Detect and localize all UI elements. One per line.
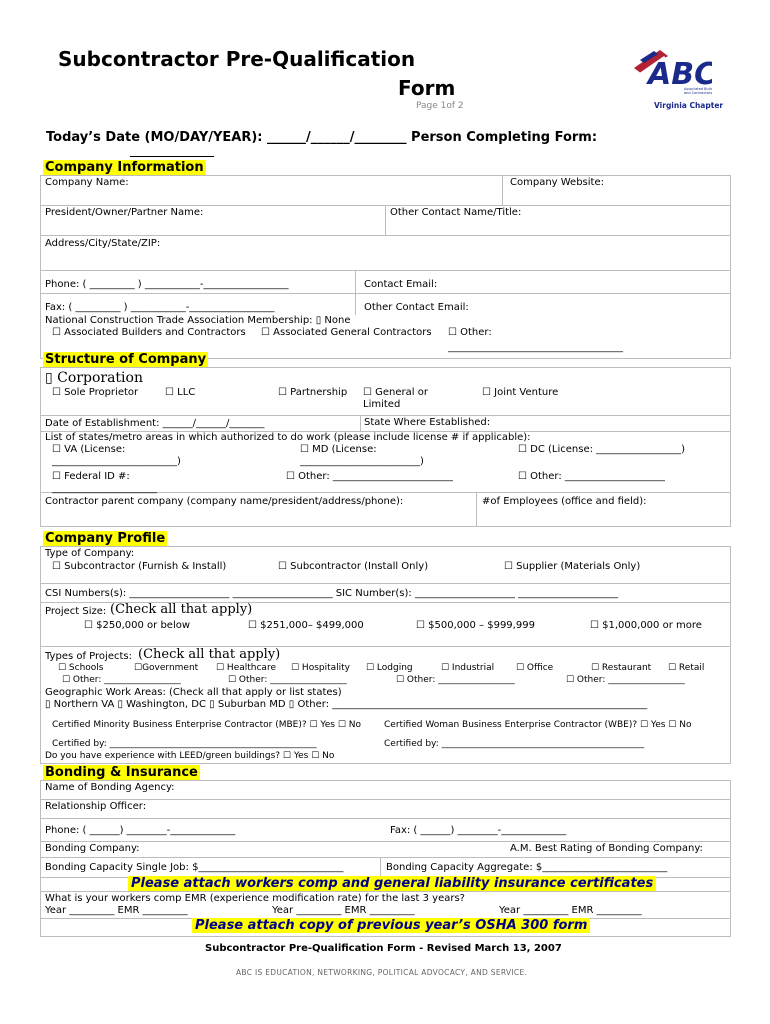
checkbox-project-other-4[interactable]: ☐ Other: _________________: [566, 675, 685, 685]
federal-id-line[interactable]: _____________________: [52, 483, 157, 494]
checkbox-office[interactable]: ☐ Office: [516, 663, 554, 673]
relationship-officer-field[interactable]: Relationship Officer:: [45, 801, 147, 812]
checkbox-sole[interactable]: ☐ Sole Proprietor: [52, 387, 139, 398]
checkbox-md[interactable]: ☐ MD (License:: [300, 444, 377, 455]
osha-notice: Please attach copy of previous year’s OSHA 300 form: [192, 918, 590, 933]
limited-label: Limited: [363, 399, 401, 410]
checkbox-dc[interactable]: ☐ DC (License: _________________): [518, 444, 686, 455]
checkbox-size-4[interactable]: ☐ $1,000,000 or more: [590, 620, 702, 631]
checkbox-corporation[interactable]: ▯ Corporation: [45, 370, 143, 386]
states-list-label: List of states/metro areas in which authorized to do work (please include license # if applicable):: [45, 432, 531, 443]
checkbox-other-assoc[interactable]: ☐ Other:: [448, 327, 492, 338]
checkbox-partnership[interactable]: ☐ Partnership: [278, 387, 348, 398]
contact-email-field[interactable]: Contact Email:: [364, 279, 438, 290]
va-license-line[interactable]: _________________________): [52, 456, 181, 467]
company-name-field[interactable]: Company Name:: [45, 177, 129, 188]
checkbox-other-license-2[interactable]: ☐ Other: ____________________: [518, 471, 665, 482]
page-number: Page 1of 2: [416, 101, 464, 111]
bonding-company-field[interactable]: Bonding Company:: [45, 843, 140, 854]
checkbox-size-2[interactable]: ☐ $251,000– $499,000: [248, 620, 364, 631]
form-title-line2: Form: [398, 76, 456, 100]
emr-year-2[interactable]: Year _________ EMR _________: [272, 905, 415, 916]
checkbox-size-3[interactable]: ☐ $500,000 – $999,999: [416, 620, 535, 631]
company-website-field[interactable]: Company Website:: [510, 177, 604, 188]
abc-logo: [630, 46, 712, 106]
checkbox-government[interactable]: ☐Government: [134, 663, 199, 673]
svg-text:and Contractors, Inc.: and Contractors,: [684, 91, 712, 95]
svg-text:Associated Builders: Associated Buil: [684, 87, 711, 91]
bonding-single-job-field[interactable]: Bonding Capacity Single Job: $_____________________________: [45, 862, 344, 873]
checkbox-agc[interactable]: ☐ Associated General Contractors: [261, 327, 432, 338]
checkbox-industrial[interactable]: ☐ Industrial: [441, 663, 495, 673]
parent-company-field[interactable]: Contractor parent company (company name/president/address/phone):: [45, 496, 404, 507]
footer-tagline: ABC IS EDUCATION, NETWORKING, POLITICAL ADVOCACY, AND SERVICE.: [236, 968, 528, 977]
phone-field[interactable]: Phone: ( _________ ) ___________-_________________: [45, 279, 289, 290]
geo-options[interactable]: ▯ Northern VA ▯ Washington, DC ▯ Suburban MD ▯ Other: _______________________________________________________________: [45, 699, 648, 710]
date-est-field[interactable]: Date of Establishment: ______/______/_______: [45, 418, 265, 429]
membership-label[interactable]: National Construction Trade Association Membership: ▯ None: [45, 315, 351, 326]
bonding-fax-field[interactable]: Fax: ( ______) ________-_____________: [390, 825, 567, 836]
type-of-company-label: Type of Company:: [45, 548, 135, 559]
types-of-projects-label: Types of Projects:: [45, 651, 132, 662]
wbe-question[interactable]: Certified Woman Business Enterprise Contractor (WBE)? ☐ Yes ☐ No: [384, 720, 692, 730]
fax-field[interactable]: Fax: ( _________ ) ___________-_________________: [45, 302, 275, 313]
checkbox-va[interactable]: ☐ VA (License:: [52, 444, 126, 455]
checkbox-llc[interactable]: ☐ LLC: [165, 387, 196, 398]
wbe-certified-by[interactable]: Certified by: _____________________________________________: [384, 739, 645, 749]
chapter-label: Virginia Chapter: [654, 101, 724, 110]
insurance-certificates-notice: Please attach workers comp and general liability insurance certificates: [128, 876, 656, 891]
section-bonding: Bonding & Insurance: [45, 765, 198, 780]
other-contact-field[interactable]: Other Contact Name/Title:: [390, 207, 522, 218]
checkbox-joint[interactable]: ☐ Joint Venture: [482, 387, 559, 398]
project-size-label: Project Size:: [45, 606, 107, 617]
bonding-aggregate-field[interactable]: Bonding Capacity Aggregate: $_________________________: [386, 862, 668, 873]
check-all-note: (Check all that apply): [110, 602, 253, 617]
emr-question: What is your workers comp EMR (experience modification rate) for the last 3 years?: [45, 893, 465, 904]
checkbox-hospitality[interactable]: ☐ Hospitality: [291, 663, 351, 673]
address-field[interactable]: Address/City/State/ZIP:: [45, 238, 161, 249]
checkbox-other-license-1[interactable]: ☐ Other: ________________________: [286, 471, 453, 482]
checkbox-retail[interactable]: ☐ Retail: [668, 663, 705, 673]
form-title-line1: Subcontractor Pre-Qualification: [58, 47, 416, 71]
checkbox-sub-furnish[interactable]: ☐ Subcontractor (Furnish & Install): [52, 561, 227, 572]
checkbox-abc[interactable]: ☐ Associated Builders and Contractors: [52, 327, 246, 338]
md-license-line[interactable]: ________________________): [300, 456, 424, 467]
section-company-information: Company Information: [45, 160, 204, 175]
check-all-note-2: (Check all that apply): [138, 647, 281, 662]
am-best-rating-field[interactable]: A.M. Best Rating of Bonding Company:: [510, 843, 703, 854]
bonding-agency-field[interactable]: Name of Bonding Agency:: [45, 782, 175, 793]
section-company-profile: Company Profile: [45, 531, 166, 546]
csi-sic-field[interactable]: CSI Numbers(s): ____________________ ____________________ SIC Number(s): ____________________ ____________________: [45, 588, 619, 599]
checkbox-project-other-1[interactable]: ☐ Other: _________________: [62, 675, 181, 685]
checkbox-size-1[interactable]: ☐ $250,000 or below: [84, 620, 191, 631]
checkbox-supplier[interactable]: ☐ Supplier (Materials Only): [504, 561, 641, 572]
state-est-field[interactable]: State Where Established:: [364, 417, 491, 428]
employees-field[interactable]: #of Employees (office and field):: [482, 496, 647, 507]
checkbox-project-other-2[interactable]: ☐ Other: _________________: [228, 675, 347, 685]
emr-year-3[interactable]: Year _________ EMR _________: [499, 905, 642, 916]
checkbox-healthcare[interactable]: ☐ Healthcare: [216, 663, 276, 673]
checkbox-sub-install[interactable]: ☐ Subcontractor (Install Only): [278, 561, 429, 572]
emr-year-1[interactable]: Year _________ EMR _________: [45, 905, 188, 916]
mbe-certified-by[interactable]: Certified by: ______________________________________________: [52, 739, 317, 749]
leed-question[interactable]: Do you have experience with LEED/green buildings? ☐ Yes ☐ No: [45, 751, 335, 761]
geo-label: Geographic Work Areas: (Check all that apply or list states): [45, 687, 342, 698]
section-structure: Structure of Company: [45, 352, 207, 367]
date-line[interactable]: Today’s Date (MO/DAY/YEAR): ______/______/________ Person Completing Form:: [46, 130, 598, 145]
checkbox-project-other-3[interactable]: ☐ Other: _________________: [396, 675, 515, 685]
other-email-field[interactable]: Other Contact Email:: [364, 302, 469, 313]
bonding-phone-field[interactable]: Phone: ( ______) ________-_____________: [45, 825, 236, 836]
mbe-question[interactable]: Certified Minority Business Enterprise Contractor (MBE)? ☐ Yes ☐ No: [52, 720, 361, 730]
checkbox-restaurant[interactable]: ☐ Restaurant: [591, 663, 652, 673]
checkbox-federal[interactable]: ☐ Federal ID #:: [52, 471, 130, 482]
checkbox-general[interactable]: ☐ General or: [363, 387, 428, 398]
other-assoc-line[interactable]: ___________________________________: [448, 342, 623, 353]
checkbox-lodging[interactable]: ☐ Lodging: [366, 663, 413, 673]
checkbox-schools[interactable]: ☐ Schools: [58, 663, 104, 673]
footer-revision: Subcontractor Pre-Qualification Form - Revised March 13, 2007: [205, 943, 562, 954]
president-field[interactable]: President/Owner/Partner Name:: [45, 207, 204, 218]
svg-text:ABC: ABC: [648, 57, 712, 92]
